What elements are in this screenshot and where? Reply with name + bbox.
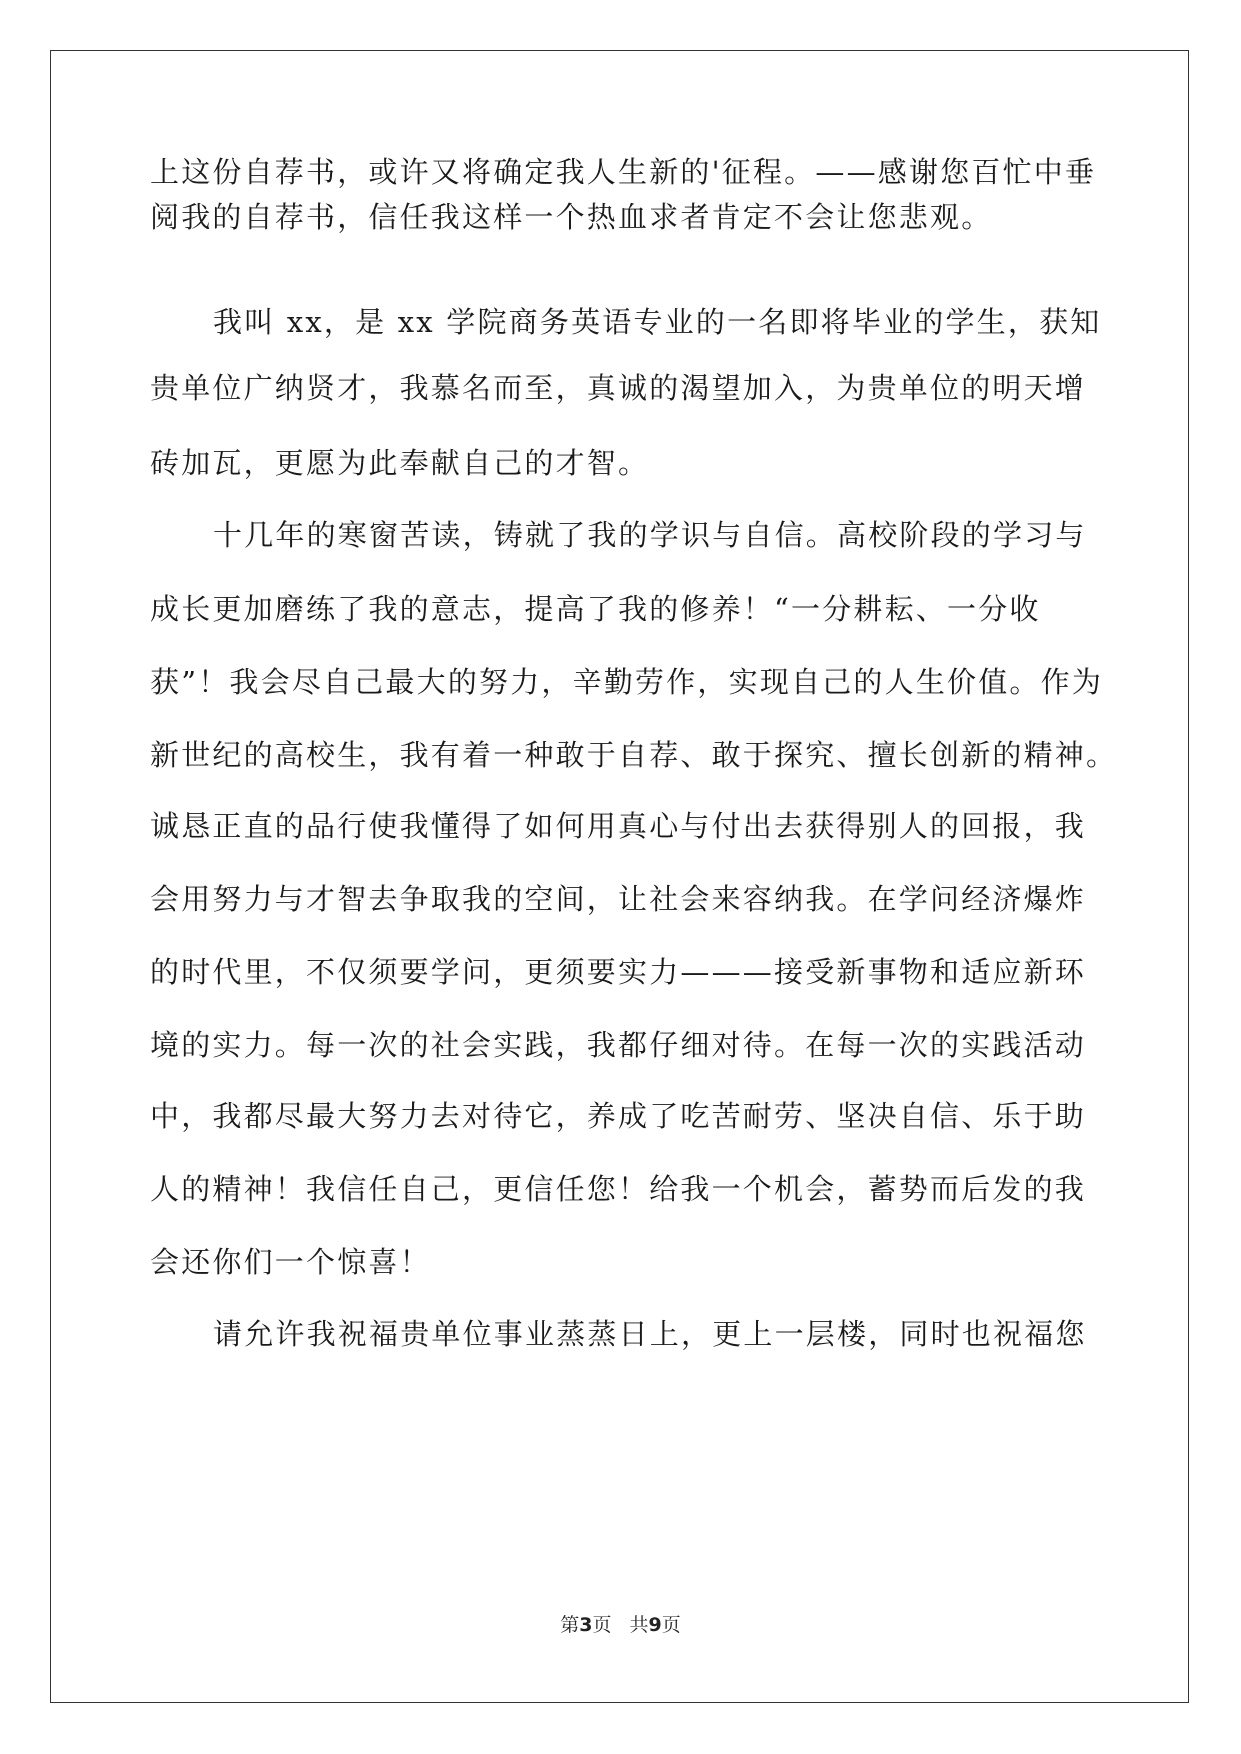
page-suffix: 页 xyxy=(592,1614,612,1636)
text-line-12: 的时代里，不仅须要学问，更须要实力———接受新事物和适应新环 xyxy=(150,955,1087,989)
total-prefix: 共 xyxy=(629,1614,649,1636)
text-line-7: 成长更加磨练了我的意志，提高了我的修养！“一分耕耘、一分收 xyxy=(150,592,1041,626)
text-line-3: 我叫 xx，是 xx 学院商务英语专业的一名即将毕业的学生，获知 xyxy=(213,305,1102,339)
text-line-8: 获”！我会尽自己最大的努力，辛勤劳作，实现自己的人生价值。作为 xyxy=(150,665,1104,699)
page-prefix: 第 xyxy=(560,1614,580,1636)
text-line-16: 会还你们一个惊喜！ xyxy=(150,1245,431,1279)
text-line-6: 十几年的寒窗苦读，铸就了我的学识与自信。高校阶段的学习与 xyxy=(213,518,1087,552)
total-suffix: 页 xyxy=(661,1614,681,1636)
page-footer xyxy=(0,1610,1241,1637)
text-line-17: 请允许我祝福贵单位事业蒸蒸日上，更上一层楼，同时也祝福您 xyxy=(213,1317,1087,1351)
text-line-14: 中，我都尽最大努力去对待它，养成了吃苦耐劳、坚决自信、乐于助 xyxy=(150,1099,1087,1133)
current-page-number: 3 xyxy=(579,1614,593,1636)
text-line-15: 人的精神！我信任自己，更信任您！给我一个机会，蓄势而后发的我 xyxy=(150,1172,1087,1206)
text-line-9: 新世纪的高校生，我有着一种敢于自荐、敢于探究、擅长创新的精神。 xyxy=(150,738,1118,772)
text-line-4: 贵单位广纳贤才，我慕名而至，真诚的渴望加入，为贵单位的明天增 xyxy=(150,371,1087,405)
text-line-2: 阅我的自荐书，信任我这样一个热血求者肯定不会让您悲观。 xyxy=(150,200,993,234)
page-frame xyxy=(50,50,1189,1703)
text-line-5: 砖加瓦，更愿为此奉献自己的才智。 xyxy=(150,446,650,480)
total-page-number: 9 xyxy=(648,1614,662,1636)
text-line-11: 会用努力与才智去争取我的空间，让社会来容纳我。在学问经济爆炸 xyxy=(150,882,1087,916)
text-line-10: 诚恳正直的品行使我懂得了如何用真心与付出去获得别人的回报，我 xyxy=(150,809,1087,843)
text-line-13: 境的实力。每一次的社会实践，我都仔细对待。在每一次的实践活动 xyxy=(150,1028,1087,1062)
text-line-1: 上这份自荐书，或许又将确定我人生新的'征程。——感谢您百忙中垂 xyxy=(150,155,1097,189)
